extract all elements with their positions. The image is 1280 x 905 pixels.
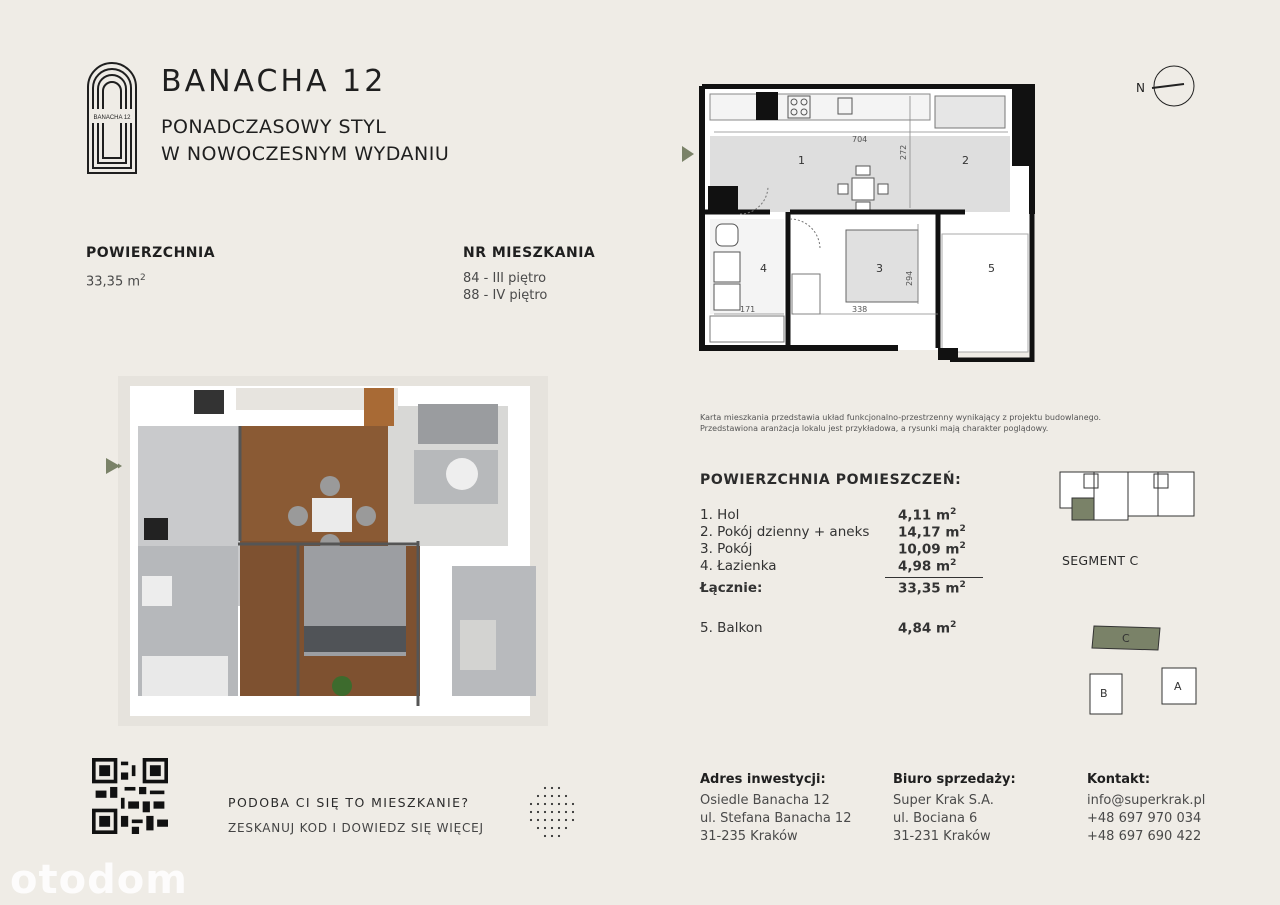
site-label-c: C <box>1122 632 1130 645</box>
dot <box>558 787 560 789</box>
disclaimer-note <box>700 412 1120 434</box>
plan-dim-294: 294 <box>905 270 914 286</box>
balcony-row <box>700 620 990 637</box>
office-line: Super Krak S.A. <box>893 793 994 808</box>
furnished-plan-render <box>118 376 548 726</box>
dot <box>558 811 560 813</box>
qr-code[interactable] <box>92 758 168 834</box>
investment-line: Osiedle Banacha 12 <box>700 793 830 808</box>
plan-entry-arrow-icon <box>682 146 694 162</box>
investment-line: 31-235 Kraków <box>700 829 798 844</box>
dot <box>565 819 567 821</box>
dot <box>551 803 553 805</box>
investment-address <box>700 772 851 846</box>
plan-dim-272: 272 <box>899 144 908 160</box>
dot <box>558 819 560 821</box>
total-name: Łącznie: <box>700 580 763 596</box>
plan-room-3: 3 <box>876 262 883 275</box>
entry-arrow-icon <box>106 458 120 474</box>
office-heading: Biuro sprzedaży: <box>893 772 1016 787</box>
tagline-line1: PONADCZASOWY STYL <box>161 116 387 138</box>
dot <box>558 827 560 829</box>
dot <box>572 803 574 805</box>
dot <box>565 827 567 829</box>
dot <box>544 787 546 789</box>
total-area: 33,35 $m^2$ <box>898 580 966 597</box>
area-unit-sup: 2 <box>140 273 146 283</box>
dot <box>544 835 546 837</box>
contact-phone-link[interactable]: +48 697 970 034 <box>1087 811 1202 826</box>
balcony-name: 5. Balkon <box>700 620 763 636</box>
area-label: POWIERZCHNIA <box>86 245 216 261</box>
segment-label: SEGMENT C <box>1062 553 1139 568</box>
dot <box>565 803 567 805</box>
dot <box>551 819 553 821</box>
contact-phone-link[interactable]: +48 697 690 422 <box>1087 829 1202 844</box>
area-value-text: 33,35 m <box>86 274 141 290</box>
apartment-line2: 88 - IV piętro <box>463 288 548 303</box>
plan-room-5: 5 <box>988 262 995 275</box>
watermark-logo: otodom <box>10 857 188 903</box>
cta-question: PODOBA CI SIĘ TO MIESZKANIE? <box>228 795 470 810</box>
dot <box>537 827 539 829</box>
total-row <box>700 580 990 597</box>
contact-info <box>1087 772 1205 846</box>
office-line: ul. Bociana 6 <box>893 811 978 826</box>
contact-email-link[interactable]: info@superkrak.pl <box>1087 793 1206 808</box>
plan-room-2: 2 <box>962 154 969 167</box>
plan-room-4: 4 <box>760 262 767 275</box>
area-value <box>86 270 146 290</box>
compass-letter: N <box>1136 81 1145 95</box>
apartment-numbers <box>463 270 547 304</box>
apartment-line1: 84 - III piętro <box>463 271 547 286</box>
dot <box>558 795 560 797</box>
cta-scan: ZESKANUJ KOD I DOWIEDZ SIĘ WIĘCEJ <box>228 821 484 835</box>
dot <box>551 795 553 797</box>
investment-heading: Adres inwestycji: <box>700 772 826 787</box>
room-area: 4,11 $m^2$ <box>898 507 957 524</box>
investment-line: ul. Stefana Banacha 12 <box>700 811 852 826</box>
dot <box>530 811 532 813</box>
floor-plan <box>680 84 1040 362</box>
room-name: 4. Łazienka <box>700 558 777 574</box>
dot <box>572 819 574 821</box>
room-row <box>700 541 990 558</box>
room-name: 2. Pokój dzienny + aneks <box>700 524 870 540</box>
balcony-area: 4,84 $m^2$ <box>898 620 957 637</box>
dot <box>544 803 546 805</box>
dot <box>558 835 560 837</box>
compass-icon <box>1132 64 1196 108</box>
room-area: 4,98 $m^2$ <box>898 558 957 575</box>
wall-block <box>1012 86 1032 166</box>
dot <box>551 811 553 813</box>
dot <box>551 827 553 829</box>
dot <box>551 835 553 837</box>
dot <box>558 803 560 805</box>
brand-title: BANACHA 12 <box>161 64 387 99</box>
apartment-label: NR MIESZKANIA <box>463 245 596 261</box>
site-label-b: B <box>1100 687 1108 700</box>
dots-hex-icon <box>526 784 578 840</box>
room-row <box>700 507 990 524</box>
sales-office <box>893 772 1016 846</box>
plan-dim-338: 338 <box>852 305 868 314</box>
plan-room-1: 1 <box>798 154 805 167</box>
dot <box>544 795 546 797</box>
site-label-a: A <box>1174 680 1182 693</box>
segment-plan <box>1058 468 1198 526</box>
room-row <box>700 558 990 575</box>
site-plan <box>1082 620 1202 720</box>
total-divider <box>885 577 983 578</box>
dot <box>544 811 546 813</box>
dot <box>537 811 539 813</box>
dot <box>565 795 567 797</box>
room-name: 1. Hol <box>700 507 740 523</box>
plan-dim-704: 704 <box>852 135 868 144</box>
dot <box>537 819 539 821</box>
dot <box>572 811 574 813</box>
dot <box>530 819 532 821</box>
plan-dim-171: 171 <box>740 305 756 314</box>
room-area: 14,17 $m^2$ <box>898 524 966 541</box>
contact-heading: Kontakt: <box>1087 772 1151 787</box>
dot <box>544 827 546 829</box>
room-row <box>700 524 990 541</box>
brand-tagline <box>161 114 449 168</box>
room-name: 3. Pokój <box>700 541 753 557</box>
room-area: 10,09 $m^2$ <box>898 541 966 558</box>
note-line1: Karta mieszkania przedstawia układ funkcjonalno-przestrzenny wynikający z projektu budowlanego. <box>700 413 1101 422</box>
dot <box>551 787 553 789</box>
note-line2: Przedstawiona aranżacja lokalu jest przykładowa, a rysunki mają charakter poglądowy. <box>700 424 1049 433</box>
brand-logo-icon <box>86 61 138 175</box>
dot <box>565 811 567 813</box>
logo-text: BANACHA 12 <box>93 115 131 121</box>
dot <box>537 803 539 805</box>
rooms-title: POWIERZCHNIA POMIESZCZEŃ: <box>700 472 962 488</box>
dot <box>537 795 539 797</box>
tagline-line2: W NOWOCZESNYM WYDANIU <box>161 143 450 165</box>
office-line: 31-231 Kraków <box>893 829 991 844</box>
dot <box>530 803 532 805</box>
dot <box>544 819 546 821</box>
